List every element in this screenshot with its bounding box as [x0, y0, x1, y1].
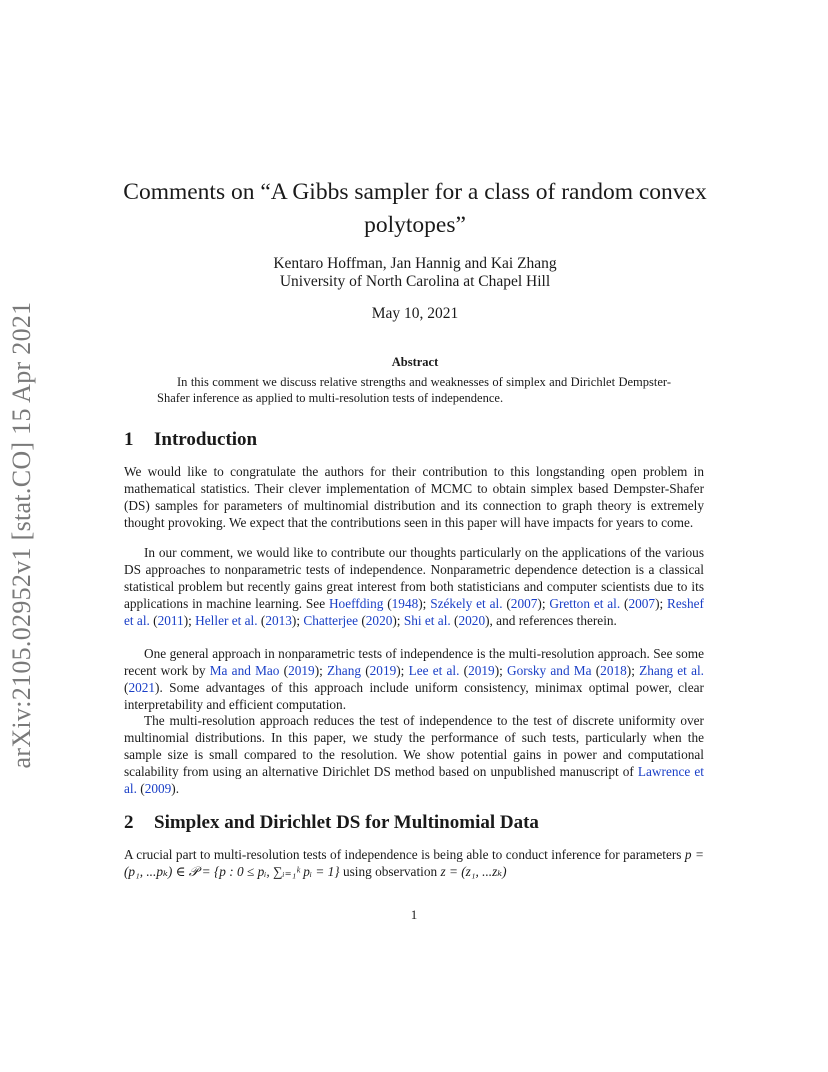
- citation-year-link[interactable]: 2013: [265, 612, 292, 628]
- citation-year-link[interactable]: 2007: [510, 595, 538, 611]
- paragraph-text: A crucial part to multi-resolution tests of independence is being able to conduct inference for parameters: [124, 847, 685, 862]
- paragraph-text: using observation: [339, 863, 441, 879]
- abstract-text: In this comment we discuss relative strengths and weaknesses of simplex and Dirichlet Dempster-Shafer inference as applied to multi-resolution tests of independence.: [157, 375, 671, 405]
- paragraph-text: One general approach in nonparametric tests of independence is the multi-resolution approach. See some recent work by: [124, 646, 704, 678]
- section-number: 2: [124, 812, 134, 833]
- paragraph-text: ), and references therein.: [485, 612, 617, 628]
- citation-link[interactable]: Heller et al.: [195, 612, 258, 628]
- citation-year-link[interactable]: 2019: [369, 662, 397, 678]
- paragraph-text: (: [502, 595, 511, 611]
- math-parameter-set: p = (p₁, ...pₖ) ∈ 𝒫 = {p : 0 ≤ pᵢ, ∑ᵢ₌₁ᵏ pᵢ = 1}: [124, 847, 704, 879]
- paragraph-text: In our comment, we would like to contribute our thoughts particularly on the applications of the various DS approaches to nonparametric tests of independence. Nonparametric dependence detection is a classical statistical problem but recently gains great interest from both statisticians and computer scientists due to its applications in machine learning. See: [124, 545, 704, 611]
- paragraph-text: );: [392, 612, 404, 628]
- citation-year-link[interactable]: 2009: [144, 780, 172, 796]
- author-list: Kentaro Hoffman, Jan Hannig and Kai Zhang: [273, 255, 557, 272]
- citation-link[interactable]: Lee et al.: [408, 662, 460, 678]
- citation-year-link[interactable]: 2020: [365, 612, 393, 628]
- paragraph-text: );: [183, 612, 196, 628]
- paragraph-text: ). Some advantages of this approach include uniform consistency, minimax optimal power, clear interpretability and efficient computation.: [124, 679, 704, 712]
- paragraph-text: );: [418, 595, 431, 611]
- paragraph-text: The multi-resolution approach reduces the test of independence to the test of discrete uniformity over multinomial distributions. In this paper, we study the performance of such tests, particularly when the sample size is small compared to the resolution. We show potential gains in power and computational scalability from using an alternative Dirichlet DS method based on unpublished manuscript of: [124, 713, 704, 779]
- citation-year-link[interactable]: 2021: [128, 679, 156, 695]
- citation-year-link[interactable]: 2019: [288, 662, 315, 678]
- citation-link[interactable]: Ma and Mao: [209, 662, 280, 678]
- paragraph-text: ).: [171, 780, 180, 796]
- paragraph-text: (: [358, 612, 366, 628]
- paragraph-text: (: [383, 595, 392, 611]
- citation-link[interactable]: Zhang et al.: [639, 662, 705, 678]
- citation-link[interactable]: Shi et al.: [403, 612, 451, 628]
- citation-link[interactable]: Gretton et al.: [549, 595, 621, 611]
- arxiv-identifier: arXiv:2105.02952v1 [stat.CO] 15 Apr 2021: [7, 301, 36, 769]
- intro-paragraph-3: One general approach in nonparametric tests of independence is the multi-resolution approach. See some recent work by Ma and Mao (2019); Zhang (2019); Lee et al. (2019); Gorsky and Ma (2018); Zhang et al. (2021). Some advantages of this approach include uniform consistency, minimax optimal power, clear interpretability and efficient computation.: [124, 646, 705, 712]
- citation-year-link[interactable]: 2007: [628, 595, 656, 611]
- section-title: Simplex and Dirichlet DS for Multinomial Data: [154, 812, 539, 833]
- citation-year-link[interactable]: 2018: [600, 662, 627, 678]
- citation-link[interactable]: Gorsky and Ma: [507, 662, 592, 678]
- intro-paragraph-2: [124, 545, 704, 630]
- section-heading-simplex-dirichlet: [124, 812, 539, 834]
- paragraph-text: (: [257, 612, 266, 628]
- paragraph-text: );: [291, 612, 304, 628]
- paragraph-text: (: [620, 595, 629, 611]
- citation-link[interactable]: Chatterjee: [303, 612, 359, 628]
- title-line-1: Comments on “A Gibbs sampler for a class of random convex: [123, 179, 707, 205]
- citation-link[interactable]: Hoeffding: [328, 595, 384, 611]
- title-line-2: polytopes”: [364, 212, 466, 238]
- paragraph-text: (: [149, 612, 158, 628]
- section2-paragraph-1: [124, 847, 704, 881]
- math-observation: z = (z₁, ...zₖ): [440, 863, 507, 879]
- paragraph-text: (: [450, 612, 459, 628]
- citation-year-link[interactable]: 2011: [157, 612, 184, 628]
- intro-paragraph-4: The multi-resolution approach reduces the test of independence to the test of discrete uniformity over multinomial distributions. In this paper, we study the performance of such tests, particularly when the sample size is small compared to the resolution. We show potential gains in power and computational scalability from using an alternative Dirichlet DS method based on unpublished manuscript of Lawrence et al. (2009).: [124, 713, 704, 796]
- publication-date: May 10, 2021: [371, 305, 459, 322]
- affiliation: University of North Carolina at Chapel Hill: [279, 273, 551, 290]
- citation-year-link[interactable]: 2019: [468, 662, 495, 678]
- citation-link[interactable]: Lawrence et al.: [124, 763, 704, 796]
- citation-link[interactable]: Reshef et al.: [124, 595, 704, 628]
- abstract-heading: Abstract: [391, 355, 439, 369]
- section-title: Introduction: [154, 429, 258, 450]
- section-number: 1: [124, 429, 134, 450]
- section-heading-introduction: [124, 429, 257, 451]
- intro-paragraph-1: We would like to congratulate the authors for their contribution to this longstanding open problem in mathematical statistics. Their clever implementation of MCMC to obtain simplex based Dempster-Shafer (DS) samples for parameters of multinomial distribution and its connection to graph theory is extremely thought provoking. We expect that the contributions seen in this paper will have impacts for years to come.: [124, 464, 704, 530]
- page-number: 1: [410, 907, 418, 922]
- paper-title: [120, 176, 710, 242]
- citation-year-link[interactable]: 2020: [458, 612, 486, 628]
- paragraph-text: );: [655, 595, 668, 611]
- citation-link[interactable]: Zhang: [327, 662, 362, 678]
- paragraph-text: );: [537, 595, 550, 611]
- citation-year-link[interactable]: 1948: [391, 595, 419, 611]
- citation-link[interactable]: Székely et al.: [430, 595, 503, 611]
